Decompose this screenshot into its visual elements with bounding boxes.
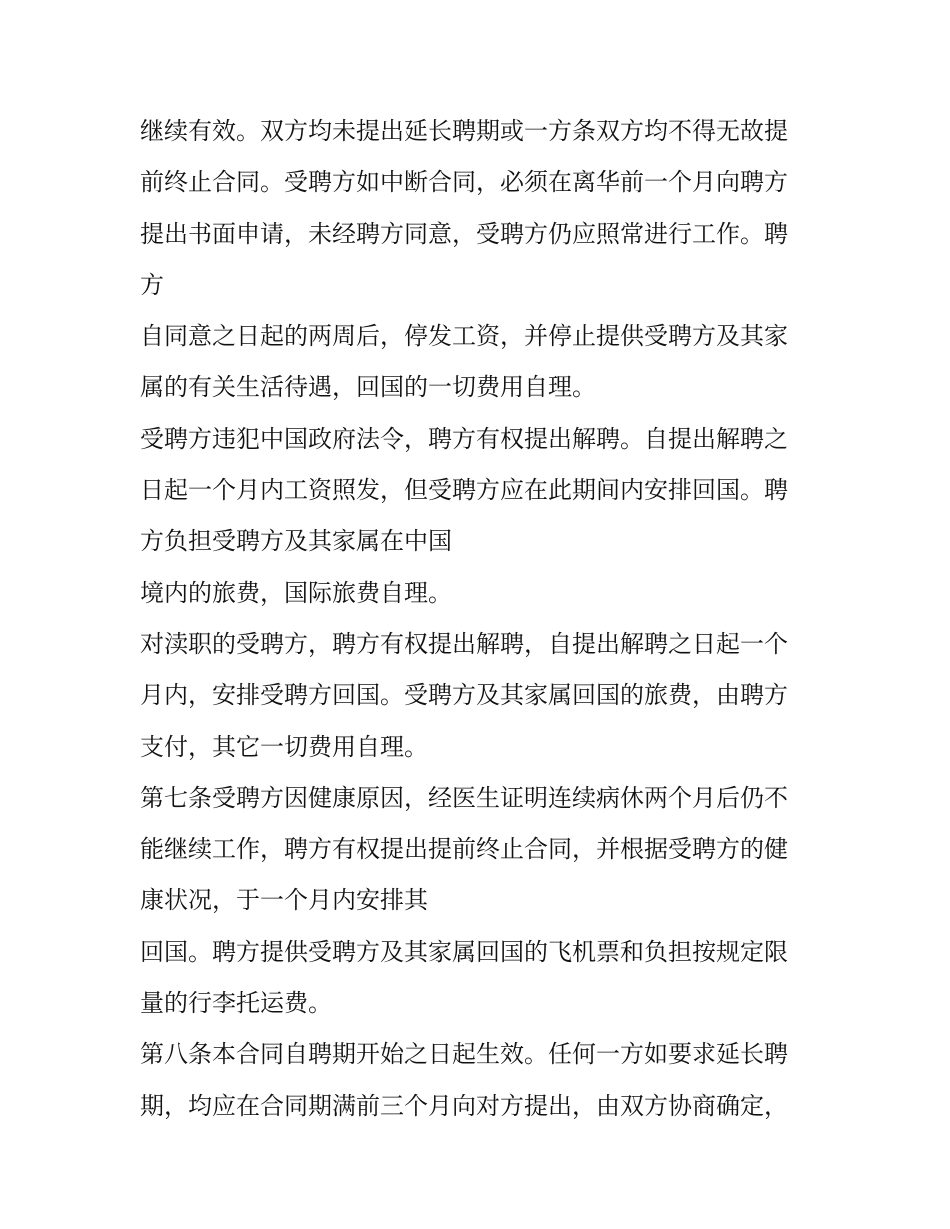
text-line: 月内，安排受聘方回国。受聘方及其家属回国的旅费，由聘方 — [140, 681, 788, 710]
text-line: 第八条本合同自聘期开始之日起生效。任何一方如要求延长聘 — [140, 1040, 788, 1069]
text-line: 第七条受聘方因健康原因，经医生证明连续病休两个月后仍不 — [140, 783, 788, 812]
text-line: 支付，其它一切费用自理。 — [140, 732, 428, 761]
text-line: 自同意之日起的两周后，停发工资，并停止提供受聘方及其家 — [140, 322, 788, 351]
text-line: 康状况，于一个月内安排其 — [140, 886, 428, 915]
text-line: 提出书面申请，未经聘方同意，受聘方仍应照常进行工作。聘 — [140, 219, 788, 248]
text-line: 方 — [140, 270, 164, 299]
contract-text — [140, 106, 820, 1132]
text-line: 境内的旅费，国际旅费自理。 — [140, 578, 452, 607]
text-line: 期，均应在合同期满前三个月向对方提出，由双方协商确定， — [140, 1091, 788, 1120]
text-line: 属的有关生活待遇，回国的一切费用自理。 — [140, 373, 596, 402]
text-line: 量的行李托运费。 — [140, 989, 332, 1018]
text-line: 回国。聘方提供受聘方及其家属回国的飞机票和负担按规定限 — [140, 937, 788, 966]
text-line: 日起一个月内工资照发，但受聘方应在此期间内安排回国。聘 — [140, 476, 788, 505]
text-line: 受聘方违犯中国政府法令，聘方有权提出解聘。自提出解聘之 — [140, 424, 788, 453]
text-line: 能继续工作，聘方有权提出提前终止合同，并根据受聘方的健 — [140, 835, 788, 864]
text-line: 方负担受聘方及其家属在中国 — [140, 527, 452, 556]
text-line: 前终止合同。受聘方如中断合同，必须在离华前一个月向聘方 — [140, 168, 788, 197]
text-line: 对渎职的受聘方，聘方有权提出解聘，自提出解聘之日起一个 — [140, 629, 788, 658]
text-line: 继续有效。双方均未提出延长聘期或一方条双方均不得无故提 — [140, 117, 788, 145]
